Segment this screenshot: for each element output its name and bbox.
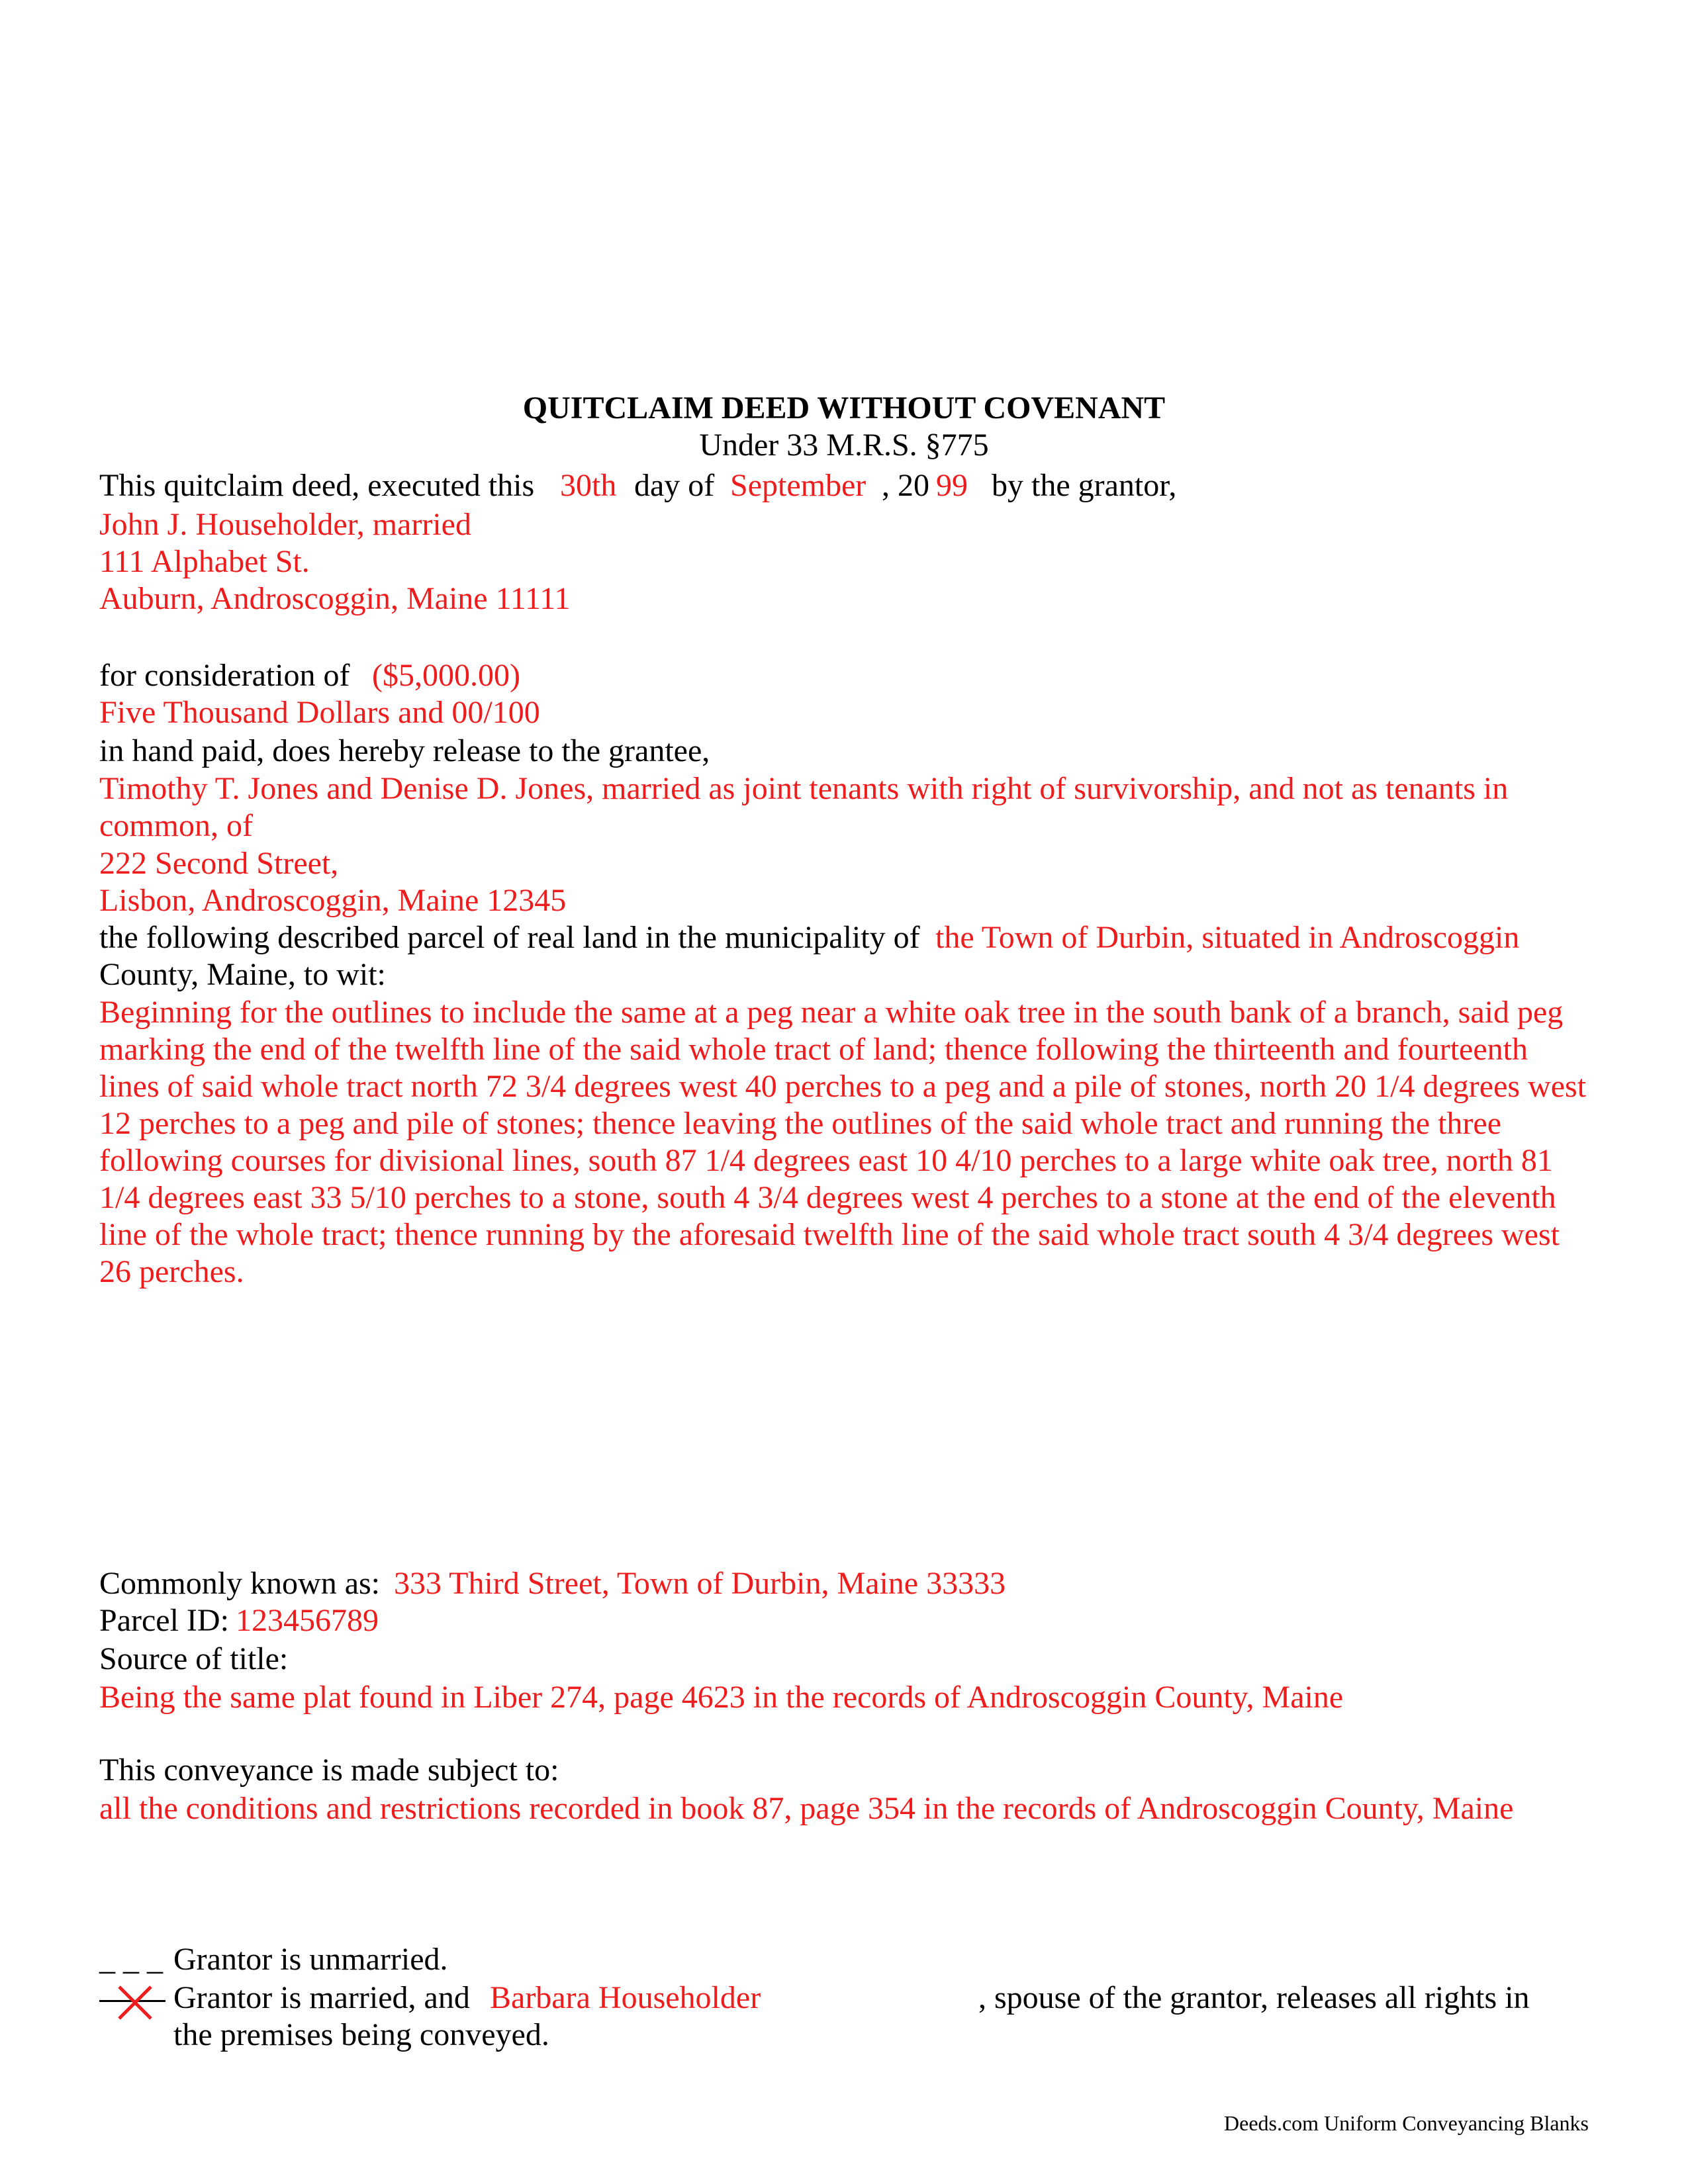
known-as-address: 333 Third Street, Town of Durbin, Maine 33333: [394, 1566, 1006, 1601]
parcel-county-line: County, Maine, to wit:: [99, 957, 386, 992]
execution-year-prefix: , 20: [882, 468, 929, 503]
grantor-name: John J. Householder, married: [99, 507, 471, 542]
consideration-words: Five Thousand Dollars and 00/100: [99, 695, 540, 730]
grantor-street: 111 Alphabet St.: [99, 544, 310, 579]
parcel-id-label: Parcel ID:: [99, 1603, 229, 1638]
deed-title: QUITCLAIM DEED WITHOUT COVENANT: [522, 390, 1166, 426]
consideration-amount: ($5,000.00): [372, 658, 520, 693]
unmarried-label: Grantor is unmarried.: [173, 1942, 448, 1977]
grantee-names: Timothy T. Jones and Denise D. Jones, married as joint tenants with right of survivorship, and not as tenants in common, of: [99, 771, 1509, 843]
execution-by-grantor: by the grantor,: [992, 468, 1177, 503]
source-of-title: Being the same plat found in Liber 274, page 4623 in the records of Androscoggin County, Maine: [99, 1680, 1344, 1715]
execution-year-suffix: 99: [936, 468, 968, 503]
spouse-release: , spouse of the grantor, releases all rights in: [978, 1980, 1530, 2015]
deed-subtitle: Under 33 M.R.S. §775: [699, 428, 989, 463]
legal-description: Beginning for the outlines to include the same at a peg near a white oak tree in the south bank of a branch, said peg marking the end of the twelfth line of the said whole tract of land; thence following the thirteenth and fourteenth lines of said whole tract north 72 3/4 degrees west 40 perches to a peg and a pile of stones, north 20 1/4 degrees west 12 perches to a peg and pile of stones; thence leaving the outlines of the said whole tract and running the three following courses for divisional lines, south 87 1/4 degrees east 10 4/10 perches to a large white oak tree, north 81 1/4 degrees east 33 5/10 perches to a stone, south 4 3/4 degrees west 4 perches to a stone at the end of the eleventh line of the whole tract; thence running by the aforesaid twelfth line of the said whole tract south 4 3/4 degrees west 26 perches.: [99, 995, 1587, 1289]
source-of-title-label: Source of title:: [99, 1641, 289, 1676]
grantee-street: 222 Second Street,: [99, 846, 339, 881]
parcel-id: 123456789: [236, 1603, 379, 1638]
grantor-city: Auburn, Androscoggin, Maine 11111: [99, 581, 571, 616]
subject-to-label: This conveyance is made subject to:: [99, 1752, 559, 1788]
execution-day: 30th: [560, 468, 617, 503]
spouse-name: Barbara Householder: [490, 1980, 761, 2015]
execution-intro: This quitclaim deed, executed this: [99, 468, 535, 503]
married-check-x-icon: [115, 1983, 155, 2023]
release-text: in hand paid, does hereby release to the grantee,: [99, 733, 710, 768]
footer-brand: Deeds.com Uniform Conveyancing Blanks: [1224, 2111, 1589, 2135]
unmarried-blank: _ _ _: [99, 1942, 163, 1977]
subject-to-text: all the conditions and restrictions recorded in book 87, page 354 in the records of Androscoggin County, Maine: [99, 1791, 1514, 1826]
consideration-label: for consideration of: [99, 658, 350, 693]
execution-day-of: day of: [634, 468, 715, 503]
spouse-release-cont: the premises being conveyed.: [173, 2017, 549, 2052]
grantee-city: Lisbon, Androscoggin, Maine 12345: [99, 883, 567, 918]
parcel-intro: the following described parcel of real land in the municipality of: [99, 920, 920, 955]
married-text: Grantor is married, and: [173, 1980, 470, 2015]
execution-month: September: [730, 468, 867, 503]
parcel-municipality: the Town of Durbin, situated in Androscoggin: [935, 920, 1520, 955]
known-as-label: Commonly known as:: [99, 1566, 381, 1601]
